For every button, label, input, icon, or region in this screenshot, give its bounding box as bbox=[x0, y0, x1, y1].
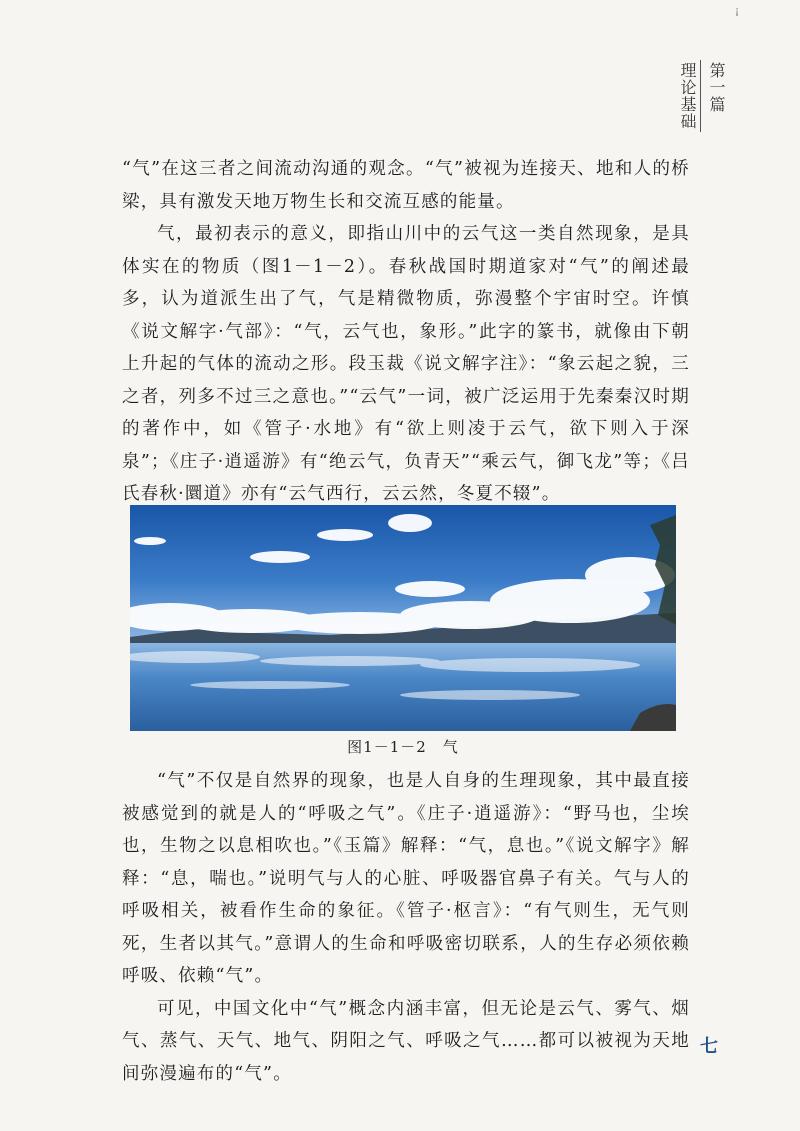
paragraph: 可见，中国文化中“气”概念内涵丰富，但无论是云气、雾气、烟气、蒸气、天气、地气、阴阳之气、呼吸之气……都可以被视为天地间弥漫遍布的“气”。 bbox=[122, 998, 690, 1084]
paragraph: “气”不仅是自然界的现象，也是人自身的生理现象，其中最直接被感觉到的就是人的“呼吸之气”。《庄子·逍遥游》：“野马也，尘埃也，生物之以息相吹也。”《玉篇》解释：“气，息也。”《说文解字》解释：“息，喘也。”说明气与人的心脏、呼吸器官鼻子有关。气与人的呼吸相关，被看作生命的象征。《管子·枢言》：“有气则生，无气则死，生者以其气。”意谓人的生命和呼吸密切联系，人的生存必须依赖呼吸、依赖“气”。 bbox=[122, 771, 690, 986]
page-corner-mark: ¡ bbox=[735, 6, 740, 17]
page-number: 七 bbox=[700, 1036, 718, 1057]
figure-caption: 图1－1－2 气 bbox=[347, 738, 459, 756]
paragraph: “气”在这三者之间流动沟通的观念。“气”被视为连接天、地和人的桥梁，具有激发天地万物生长和交流互感的能量。 bbox=[122, 159, 690, 212]
section-title: 理论基础 bbox=[678, 62, 697, 130]
figure-photo-lake-clouds bbox=[130, 505, 676, 731]
body-text-top bbox=[122, 153, 690, 511]
section-label: 第一篇 bbox=[700, 60, 729, 132]
body-text-bottom bbox=[122, 765, 690, 1090]
paragraph: 气，最初表示的意义，即指山川中的云气这一类自然现象，是具体实在的物质（图1－1－2）。春秋战国时期道家对“气”的阐述最多，认为道派生出了气，气是精微物质，弥漫整个宇宙时空。许慎《说文解字·气部》：“气，云气也，象形。”此字的篆书，就像由下朝上升起的气体的流动之形。段玉裁《说文解字注》：“象云起之貌，三之者，列多不过三之意也。”“云气”一词，被广泛运用于先秦秦汉时期的著作中，如《管子·水地》有“欲上则凌于云气，欲下则入于深泉”；《庄子·逍遥游》有“绝云气，负青天”“乘云气，御飞龙”等；《吕氏春秋·圜道》亦有“云气西行，云云然，冬夏不辍”。 bbox=[122, 224, 690, 504]
section-tab bbox=[674, 60, 729, 132]
